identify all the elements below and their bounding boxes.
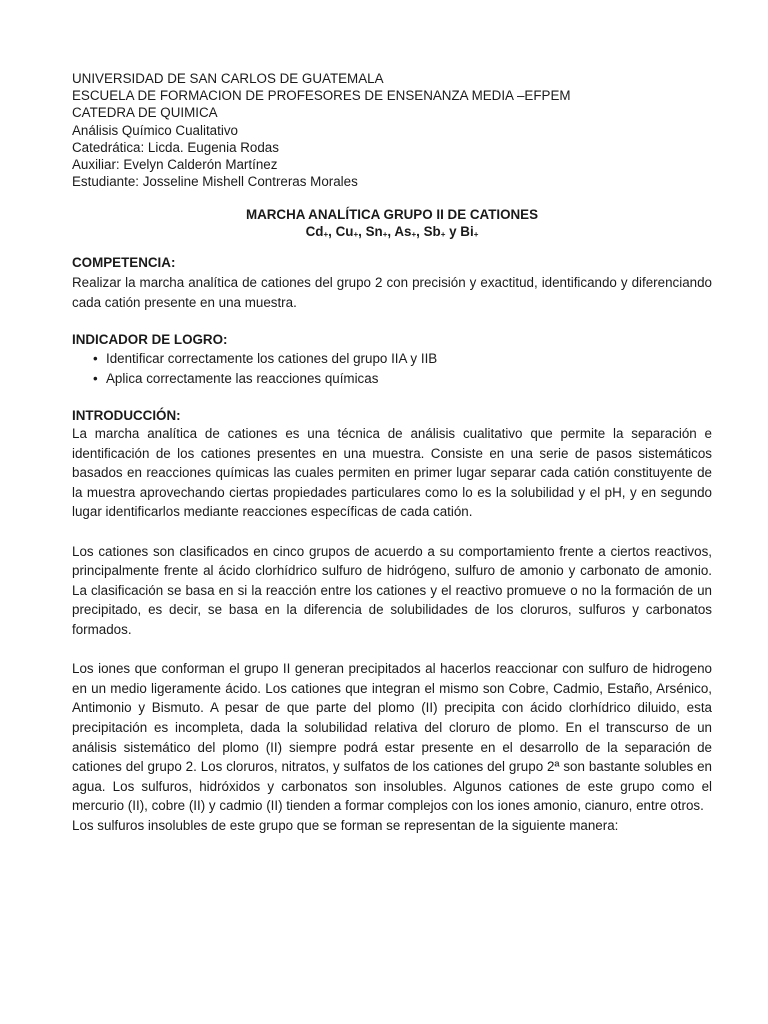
bullet-icon: • (93, 371, 98, 387)
competencia-heading: COMPETENCIA: (72, 255, 176, 270)
list-item: • Identificar correctamente los cationes del grupo IIA y IIB (93, 349, 712, 369)
charge-cd: + (323, 230, 329, 239)
cation-cd: Cd (305, 224, 324, 239)
assistant-name: Auxiliar: Evelyn Calderón Martínez (72, 157, 278, 173)
university-name: UNIVERSIDAD DE SAN CARLOS DE GUATEMALA (72, 71, 384, 86)
intro-paragraph: Los iones que conforman el grupo II generan precipitados al hacerlos reaccionar con sulfuro de hidrogeno en un medio ligeramente ácido. Los cationes que integran el mismo son Cobre, Cadmio, Estaño, Arsénico, Antimonio y Bismuto. A pesar de que parte del plomo (II) precipita con ácido clorhídrico diluido, esta precipitación es incompleta, dada la solubilidad relativa del cloruro de plomo. En el transcurso de un análisis sistemático del plomo (II) siempre podrá estar presente en el desarrollo de la separación de cationes del grupo 2. Los cloruros, nitratos, y sulfatos de los cationes del grupo 2ª son bastante solubles en agua. Los sulfuros, hidróxidos y carbonatos son insolubles. Algunos cationes de este grupo como el mercurio (II), cobre (II) y cadmio (II) tienden a formar complejos con los iones amonio, cianuro, entre otros. (72, 661, 712, 814)
competencia-section (72, 254, 712, 312)
indicador-heading: INDICADOR DE LOGRO: (72, 332, 228, 347)
cation-as: As (394, 224, 412, 239)
cation-sb: Sb (423, 224, 441, 239)
document-header (72, 70, 571, 190)
title-block (72, 206, 712, 244)
charge-sb: + (440, 230, 446, 239)
charge-cu: + (353, 230, 359, 239)
cation-list: $Cd_+$, $Cu_+$, $Sn_+$, $As_+$, $Sb_+$ y $Bi_+$ (305, 224, 479, 239)
charge-bi: + (473, 230, 479, 239)
student-name: Estudiante: Josseline Mishell Contreras Morales (72, 174, 358, 190)
introduccion-heading: INTRODUCCIÓN: (72, 408, 181, 423)
intro-paragraph: Los sulfuros insolubles de este grupo que se forman se representan de la siguiente manera: (72, 817, 619, 833)
cation-cu: Cu (335, 224, 354, 239)
document-title: MARCHA ANALÍTICA GRUPO II DE CATIONES (245, 207, 539, 222)
department-name: CATEDRA DE QUIMICA (72, 105, 218, 121)
list-item: • Aplica correctamente las reacciones químicas (93, 369, 712, 389)
cation-bi: Bi (460, 224, 474, 239)
intro-paragraph: La marcha analítica de cationes es una técnica de análisis cualitativo que permite la separación e identificación de los cationes presentes en una muestra. Consiste en una serie de pasos sistemáticos basados en reacciones químicas las cuales permiten en primer lugar separar cada catión constituyente de la muestra aprovechando ciertas propiedades particulares como lo es la solubilidad y el pH, y en segundo lugar identificarlos mediante reacciones específicas de cada catión. (72, 426, 712, 520)
introduccion-section (72, 407, 712, 835)
charge-as: + (411, 230, 417, 239)
charge-sn: + (382, 230, 388, 239)
professor-name: Catedrática: Licda. Eugenia Rodas (72, 139, 279, 155)
cation-sn: Sn (365, 224, 383, 239)
competencia-text: Realizar la marcha analítica de cationes del grupo 2 con precisión y exactitud, identificando y diferenciando cada catión presente en una muestra. (72, 275, 712, 310)
intro-paragraph: Los cationes son clasificados en cinco grupos de acuerdo a su comportamiento frente a ciertos reactivos, principalmente frente al ácido clorhídrico sulfuro de hidrógeno, sulfuro de amonio y carbonato de amonio. La clasificación se basa en si la reacción entre los cationes y el reactivo promueve o no la formación de un precipitado, es decir, se basa en la diferencia de solubilidades de los cloruros, sulfuros y carbonatos formados. (72, 543, 712, 637)
bullet-icon: • (93, 351, 98, 366)
indicador-list (72, 349, 712, 390)
school-name: ESCUELA DE FORMACION DE PROFESORES DE ENSENANZA MEDIA –EFPEM (72, 88, 571, 104)
course-name: Análisis Químico Cualitativo (72, 122, 238, 138)
indicador-section (72, 331, 712, 390)
